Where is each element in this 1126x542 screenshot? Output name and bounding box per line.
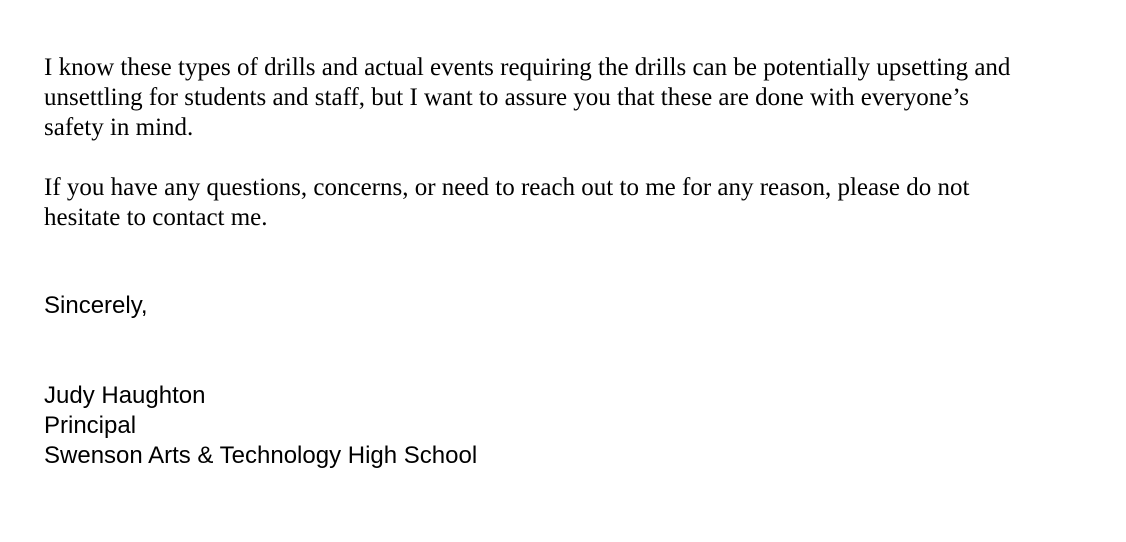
body-paragraph-safety — [44, 53, 1084, 143]
paragraph-line: hesitate to contact me. — [44, 204, 268, 231]
paragraph-line: safety in mind. — [44, 114, 194, 141]
signature-block — [44, 381, 1084, 471]
closing-salutation: Sincerely, — [44, 292, 148, 319]
paragraph-line: unsettling for students and staff, but I want to assure you that these are done with everyone’s — [44, 84, 970, 111]
body-paragraph-contact — [44, 173, 1084, 233]
signer-name: Judy Haughton — [44, 382, 206, 409]
signer-title: Principal — [44, 412, 137, 439]
signer-school: Swenson Arts & Technology High School — [44, 442, 478, 469]
paragraph-line: If you have any questions, concerns, or need to reach out to me for any reason, please do not — [44, 174, 970, 201]
paragraph-line: I know these types of drills and actual events requiring the drills can be potentially upsetting and — [44, 54, 1011, 81]
letter-page — [44, 53, 1084, 471]
